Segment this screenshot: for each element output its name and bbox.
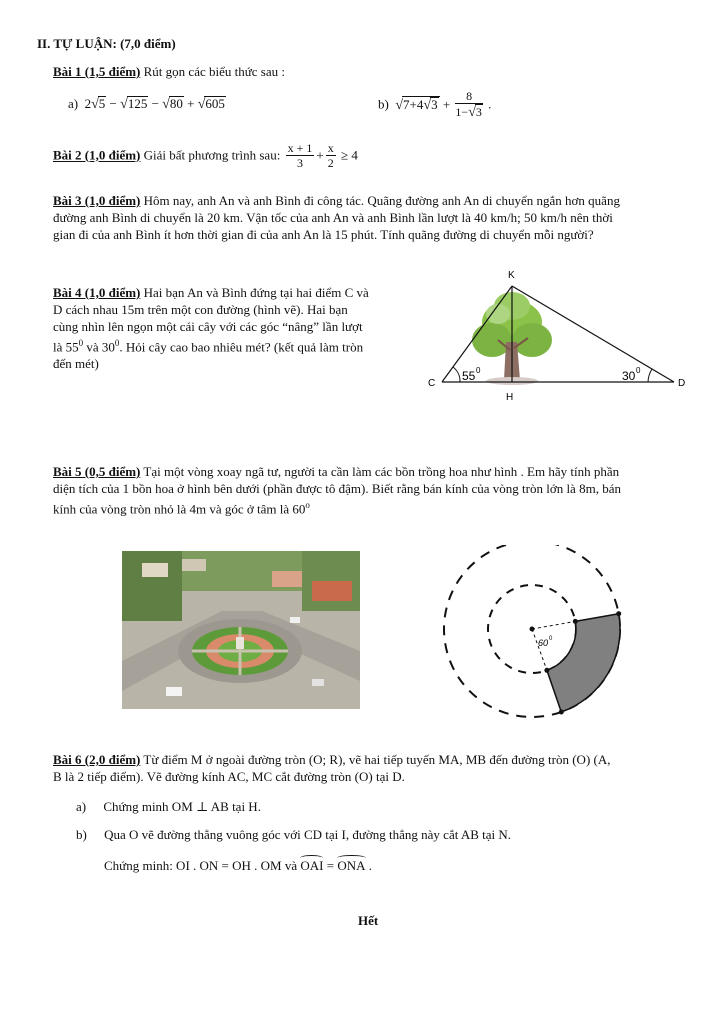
bai1-b: b) √7+4√3 + $\frac{8}{1-√3}$ . [378, 89, 492, 120]
bai1-a [68, 96, 226, 113]
bai1-a-label: a) [68, 96, 79, 111]
bai1-b-expr: √7+4√3 + [395, 96, 454, 113]
bai4-line1: Hai bạn An và Bình đứng tại hai điểm C và [143, 285, 369, 300]
bai6-a-text: Chứng minh OM ⊥ AB tại H. [103, 799, 261, 814]
bai3-label: Bài 3 (1,0 điểm) [53, 193, 141, 208]
angle-c-label: 55 [462, 369, 476, 383]
bai5-line2: diện tích của 1 bồn hoa ở hình bên dưới (phần được tô đậm). Biết rằng bán kính của vòng tròn lớn là 8m, bán [53, 481, 621, 496]
bai5-paragraph: Bài 5 (0,5 điểm) Tại một vòng xoay ngã tư, người ta cần làm các bồn trồng hoa như hình . Em hãy tính phần diện tích của 1 bồn hoa ở hình bên dưới (phần được tô đậm). Biết rằng bán kính của vòng tròn lớn là 8m, bán kính của vòng tròn nhỏ là 4m và góc ở tâm là 60$^o$ [53, 464, 621, 517]
bai2-label: Bài 2 (1,0 điểm) [53, 147, 141, 163]
svg-text:0: 0 [636, 366, 641, 375]
bai6-a [76, 799, 261, 815]
bai6-label: Bài 6 (2,0 điểm) [53, 752, 141, 767]
bai6-line2: B là 2 tiếp điểm). Vẽ đường kính AC, MC cắt đường tròn (O) tại D. [53, 769, 405, 784]
bai2-text: Giải bất phương trình sau: [143, 147, 281, 163]
bai1-b-label: b) [378, 96, 389, 112]
angle-d-label: 30 [622, 369, 636, 383]
bai3-paragraph [53, 192, 693, 243]
bai2-rhs: ≥ 4 [340, 147, 358, 163]
svg-text:0: 0 [549, 636, 553, 642]
bai4-paragraph: Bài 4 (1,0 điểm) Hai bạn An và Bình đứng tại hai điểm C và D cách nhau 15m trên một con đường (hình vẽ). Hai bạn cùng nhìn lên ngọn một cái cây với các góc “nâng” lần lượt là $55^0$ và $30^0$. Hỏi cây cao bao nhiêu mét? (kết quả làm tròn đến mét) [53, 285, 369, 372]
bai3-line1: Hôm nay, anh An và anh Bình đi công tác. Quãng đường anh An di chuyển ngắn hơn quãng [143, 193, 620, 208]
bai5-label: Bài 5 (0,5 điểm) [53, 464, 141, 479]
bai2-frac2: $\frac{x}{2}$ [327, 141, 334, 170]
bai6-b-text: Qua O vẽ đường thẳng vuông góc với CD tại I, đường thẳng này cắt AB tại N. [104, 827, 512, 842]
svg-text:0: 0 [476, 366, 481, 375]
bai1-text: Rút gọn các biểu thức sau : [143, 64, 285, 79]
bai4-line5: đến mét) [53, 356, 99, 372]
bai5-line1: Tại một vòng xoay ngã tư, người ta cần làm các bồn trồng hoa như hình . Em hãy tính phần [143, 464, 620, 479]
roundabout-photo [122, 551, 360, 709]
bai4-line3: cùng nhìn lên ngọn một cái cây với các góc “nâng” lần lượt [53, 319, 363, 334]
bai1-a-expr: 2√5 − √125 − √80 + √605 [84, 96, 225, 112]
section-heading: II. TỰ LUẬN: (7,0 điểm) [37, 36, 176, 51]
bai6-b [76, 827, 511, 843]
bai1-b-frac: $\frac{8}{1-√3}$ [455, 89, 482, 120]
angle-ona: ONA [337, 858, 366, 873]
angle-60-label: 60 [538, 638, 549, 648]
end-marker: Hết [358, 913, 379, 928]
bai4-line2: D cách nhau 15m trên một con đường (hình vẽ). Hai bạn [53, 302, 348, 317]
bai1-line [53, 64, 285, 80]
tree-triangle-figure [420, 262, 700, 407]
bai6-b2: Chứng minh: OI . ON = OH . OM và OAI = ONA . [104, 858, 372, 873]
bai2-line: Bài 2 (1,0 điểm) Giải bất phương trình sau: $\frac{x + 1}{3}$ + $\frac{x}{2}$ ≥ 4 [53, 141, 358, 170]
bai3-line2: đường anh Bình di chuyển là 20 km. Vận tốc của anh An và anh Bình lần lượt là 40 km/h; 50 km/h nên thời [53, 210, 613, 225]
angle-oai: OAI [300, 858, 324, 873]
bai4-label: Bài 4 (1,0 điểm) [53, 285, 141, 300]
label-c: C [428, 378, 436, 389]
bai2-frac1: $\frac{x + 1}{3}$ [287, 141, 313, 170]
bai6-b-label: b) [76, 827, 87, 842]
label-h: H [506, 392, 514, 403]
flower-bed-figure [440, 545, 630, 725]
label-k: K [508, 270, 515, 281]
shaded-sector [547, 614, 620, 712]
bai6-b2-text: Chứng minh: OI . ON = OH . OM và [104, 858, 298, 873]
bai3-line3: gian đi của anh Bình ít hơn thời gian đi của anh An là 15 phút. Tính quãng đường di chuyển mỗi người? [53, 227, 594, 242]
bai5-line3: kính của vòng tròn nhỏ là 4m và góc ở tâm là 60 [53, 501, 306, 517]
bai6-paragraph [53, 751, 693, 785]
bai6-line1: Từ điểm M ở ngoài đường tròn (O; R), vẽ hai tiếp tuyến MA, MB đến đường tròn (O) (A, [143, 752, 611, 767]
label-d: D [678, 378, 686, 389]
bai1-label: Bài 1 (1,5 điểm) [53, 64, 141, 79]
bai6-a-label: a) [76, 799, 87, 814]
